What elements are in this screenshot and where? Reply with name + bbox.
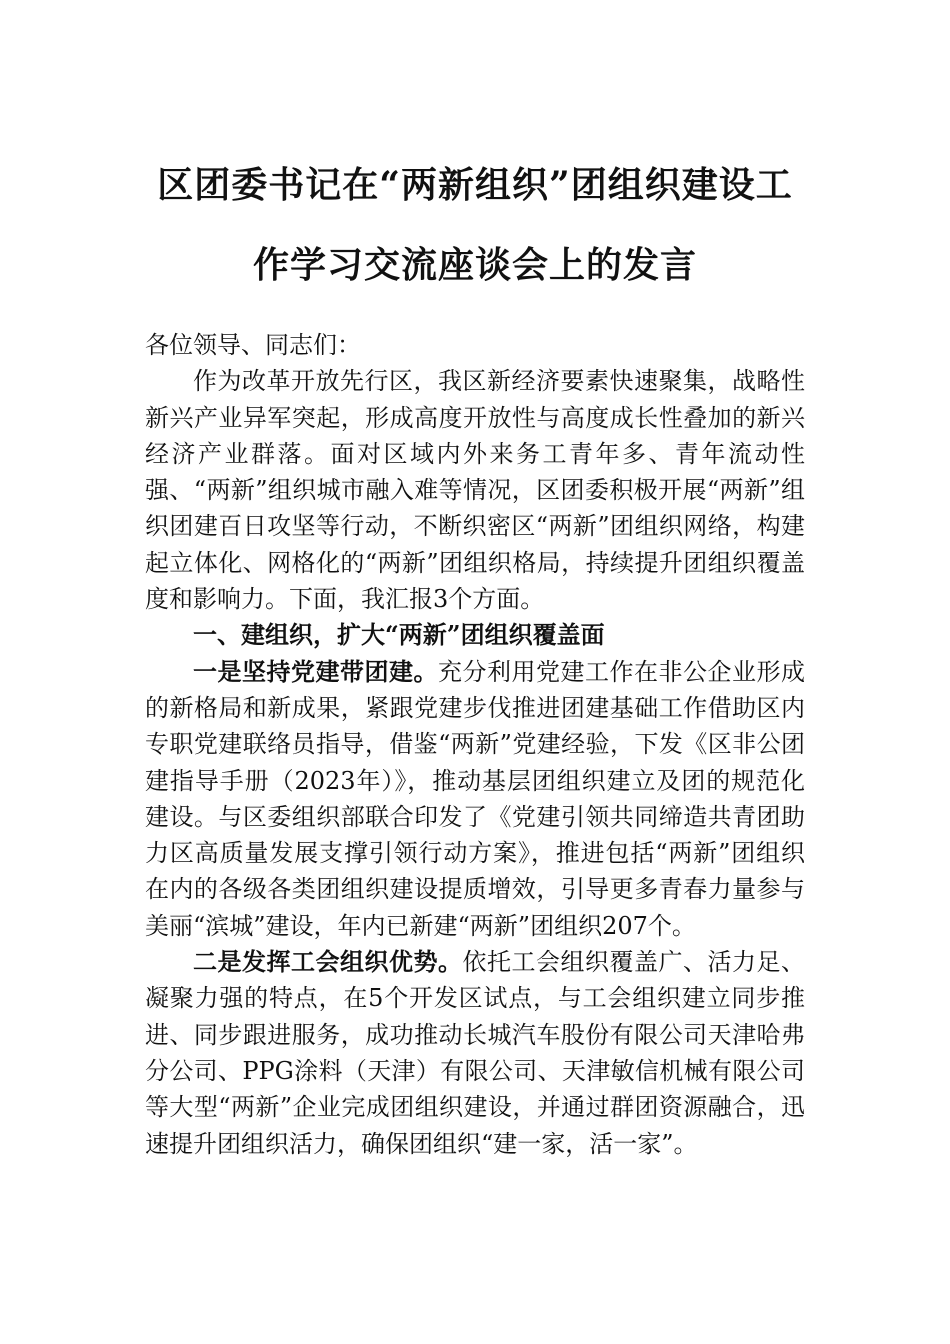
intro-paragraph: 作为改革开放先行区，我区新经济要素快速聚集，战略性新兴产业异军突起，形成高度开放性与高度成长性叠加的新兴经济产业群落。面对区域内外来务工青年多、青年流动性强、“两新”组织城市融入难等情况，区团委积极开展“两新”组织团建百日攻坚等行动，不断织密区“两新”团组织网络，构建起立体化、网格化的“两新”团组织格局，持续提升团组织覆盖度和影响力。下面，我汇报3个方面。 [145, 367, 805, 614]
document-body [145, 327, 805, 1162]
paragraph-2-text: 依托工会组织覆盖广、活力足、凝聚力强的特点，在5个开发区试点，与工会组织建立同步推进、同步跟进服务，成功推动长城汽车股份有限公司天津哈弗分公司、PPG涂料（天津）有限公司、天津敏信机械有限公司等大型“两新”企业完成团组织建设，并通过群团资源融合，迅速提升团组织活力，确保团组织“建一家，活一家”。 [145, 948, 805, 1158]
paragraph-1-lead: 一是坚持党建带团建。 [193, 656, 438, 686]
title-line-1: 区团委书记在“两新组织”团组织建设工 [157, 164, 793, 206]
paragraph-1 [145, 654, 805, 944]
paragraph-2-lead: 二是发挥工会组织优势。 [193, 947, 463, 977]
section-heading-1: 一、建组织，扩大“两新”团组织覆盖面 [193, 620, 605, 650]
salutation: 各位领导、同志们： [145, 331, 361, 359]
paragraph-2 [145, 944, 805, 1162]
document-title [145, 145, 805, 305]
title-line-2: 作学习交流座谈会上的发言 [252, 244, 697, 286]
paragraph-1-text: 充分利用党建工作在非公企业形成的新格局和新成果，紧跟党建步伐推进团建基础工作借助区内专职党建联络员指导，借鉴“两新”党建经验，下发《区非公团建指导手册（2023年）》，推动基层团组织建立及团的规范化建设。与区委组织部联合印发了《党建引领共同缔造共青团助力区高质量发展支撑引领行动方案》，推进包括“两新”团组织在内的各级各类团组织建设提质增效，引导更多青春力量参与美丽“滨城”建设，年内已新建“两新”团组织207个。 [145, 657, 805, 940]
